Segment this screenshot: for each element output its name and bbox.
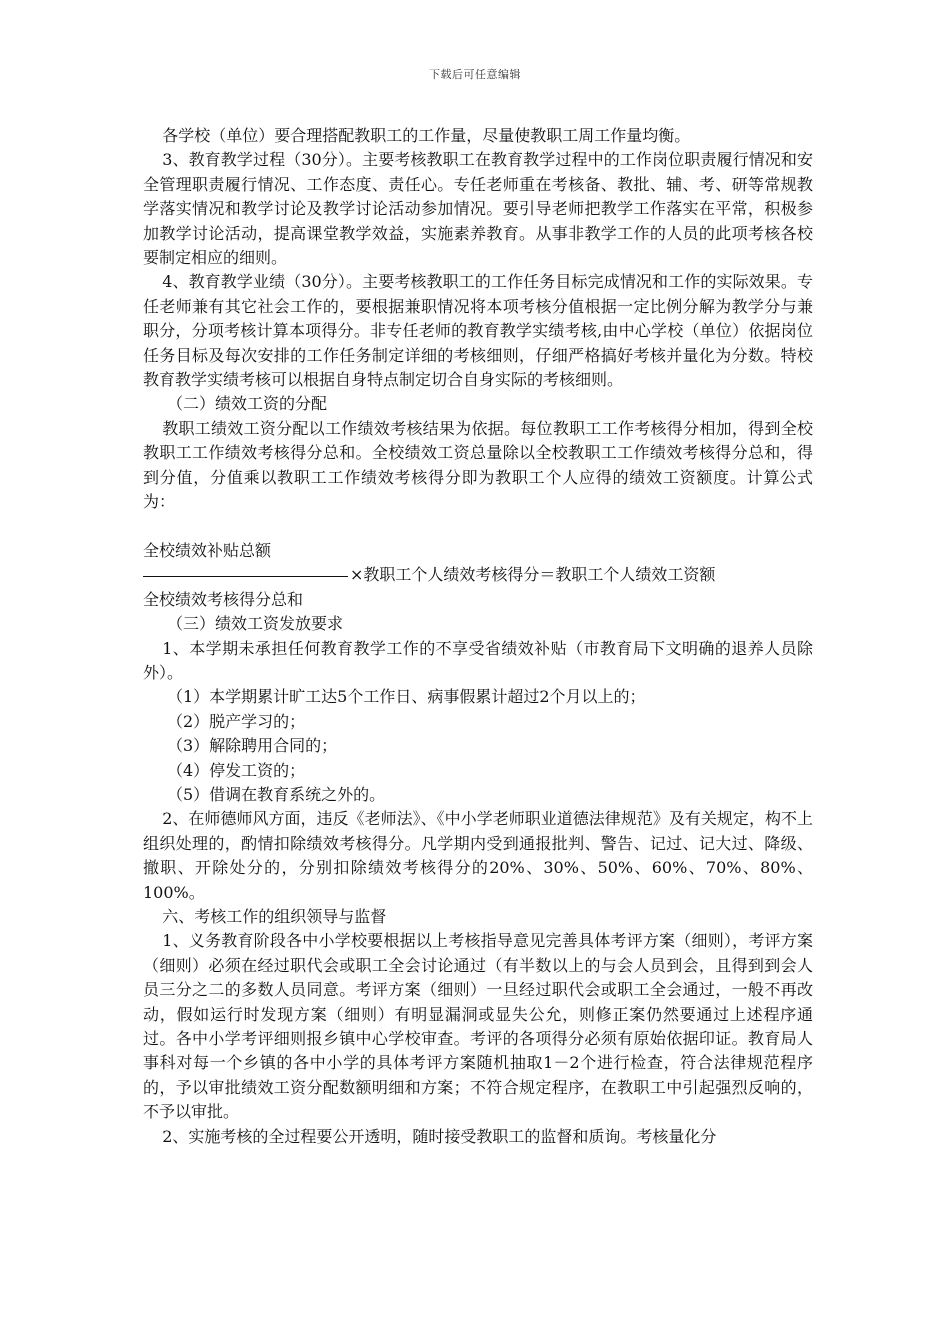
paragraph-ethics-deduction: 2、在师德师风方面，违反《老师法》、《中小学老师职业道德法律规范》及有关规定，构不上组织处理的，酌情扣除绩效考核得分。凡学期内受到通报批判、警告、记过、记大过、降级、撤职、开除处分的，分别扣除绩效考核得分的20%、30%、50%、60%、70%、80%、100%。 (143, 809, 813, 902)
list-item-study-leave: （2）脱产学习的； (167, 711, 306, 731)
section-heading-distribution: （二）绩效工资的分配 (167, 394, 328, 414)
section-heading-payment: （三）绩效工资发放要求 (167, 614, 344, 634)
section-heading-supervision: 六、考核工作的组织领导与监督 (162, 906, 387, 926)
paragraph-no-subsidy: 1、本学期未承担任何教育教学工作的不享受省绩效补贴（市教育局下文明确的退养人员除外）。 (143, 638, 813, 682)
formula-denominator: 全校绩效考核得分总和 (143, 589, 304, 609)
list-item-absence: （1）本学期累计旷工达5个工作日、病事假累计超过2个月以上的； (167, 687, 646, 707)
paragraph-assessment-plan: 1、义务教育阶段各中小学校要根据以上考核指导意见完善具体考评方案（细则），考评方案（细则）必须在经过职代会或职工全会讨论通过（有半数以上的与会人员到会，且得到到会人员三分之二的多数人员同意。考评方案（细则）一旦经过职代会或职工全会通过，一般不再改动，假如运行时发现方案（细则）有明显漏洞或显失公允，则修正案仍然要通过上述程序通过。各中小学考评细则报乡镇中心学校审查。考评的各项得分必须有原始依据印证。教育局人事科对每一个乡镇的各中小学的具体考评方案随机抽取1－2个进行检查，符合法律规范程序的，予以审批绩效工资分配数额明细和方案；不符合规定程序，在教职工中引起强烈反响的，不予以审批。 (143, 931, 813, 1122)
blank-line (143, 515, 813, 539)
list-item-salary-stopped: （4）停发工资的； (167, 760, 306, 780)
paragraph-distribution: 教职工绩效工资分配以工作绩效考核结果为依据。每位教职工工作考核得分相加，得到全校教职工工作绩效考核得分总和。全校绩效工资总量除以全校教职工工作绩效考核得分总和，得到分值，分值乘以教职工工作绩效考核得分即为教职工个人应得的绩效工资额度。计算公式为： (143, 418, 813, 512)
formula-numerator: 全校绩效补贴总额 (143, 540, 272, 560)
paragraph-teaching-performance: 4、教育教学业绩（30分）。主要考核教职工的工作任务目标完成情况和工作的实际效果。专任老师兼有其它社会工作的，要根据兼职情况将本项考核分值根据一定比例分解为教学分与兼职分，分项考核计算本项得分。非专任老师的教育教学实绩考核,由中心学校（单位）依据岗位任务目标及每次安排的工作任务制定详细的考核细则，仔细严格搞好考核并量化为分数。特校教育教学实绩考核可以根据自身特点制定切合自身实际的考核细则。 (143, 272, 813, 390)
document-body (143, 124, 813, 1149)
list-item-contract-terminated: （3）解除聘用合同的； (167, 736, 338, 756)
paragraph-transparency: 2、实施考核的全过程要公开透明，随时接受教职工的监督和质询。考核量化分 (162, 1126, 717, 1146)
list-item-seconded: （5）借调在教育系统之外的。 (167, 784, 386, 804)
formula-tail: ×教职工个人绩效考核得分＝教职工个人绩效工资额 (350, 565, 716, 585)
paragraph-teaching-process: 3、教育教学过程（30分）。主要考核教职工在教育教学过程中的工作岗位职责履行情况和安全管理职责履行情况、工作态度、责任心。专任老师重在考核备、教批、辅、考、研等常规教学落实情况和教学讨论及教学讨论活动参加情况。要引导老师把教学工作落实在平常，积极参加教学讨论活动，提高课堂教学效益，实施素养教育。从事非教学工作的人员的此项考核各校要制定相应的细则。 (143, 150, 813, 268)
fraction-bar (143, 576, 348, 577)
paragraph-workload: 各学校（单位）要合理搭配教职工的工作量，尽量使教职工周工作量均衡。 (162, 126, 691, 145)
page-header: 下载后可任意编辑 (429, 68, 521, 81)
formula-line (143, 563, 813, 587)
